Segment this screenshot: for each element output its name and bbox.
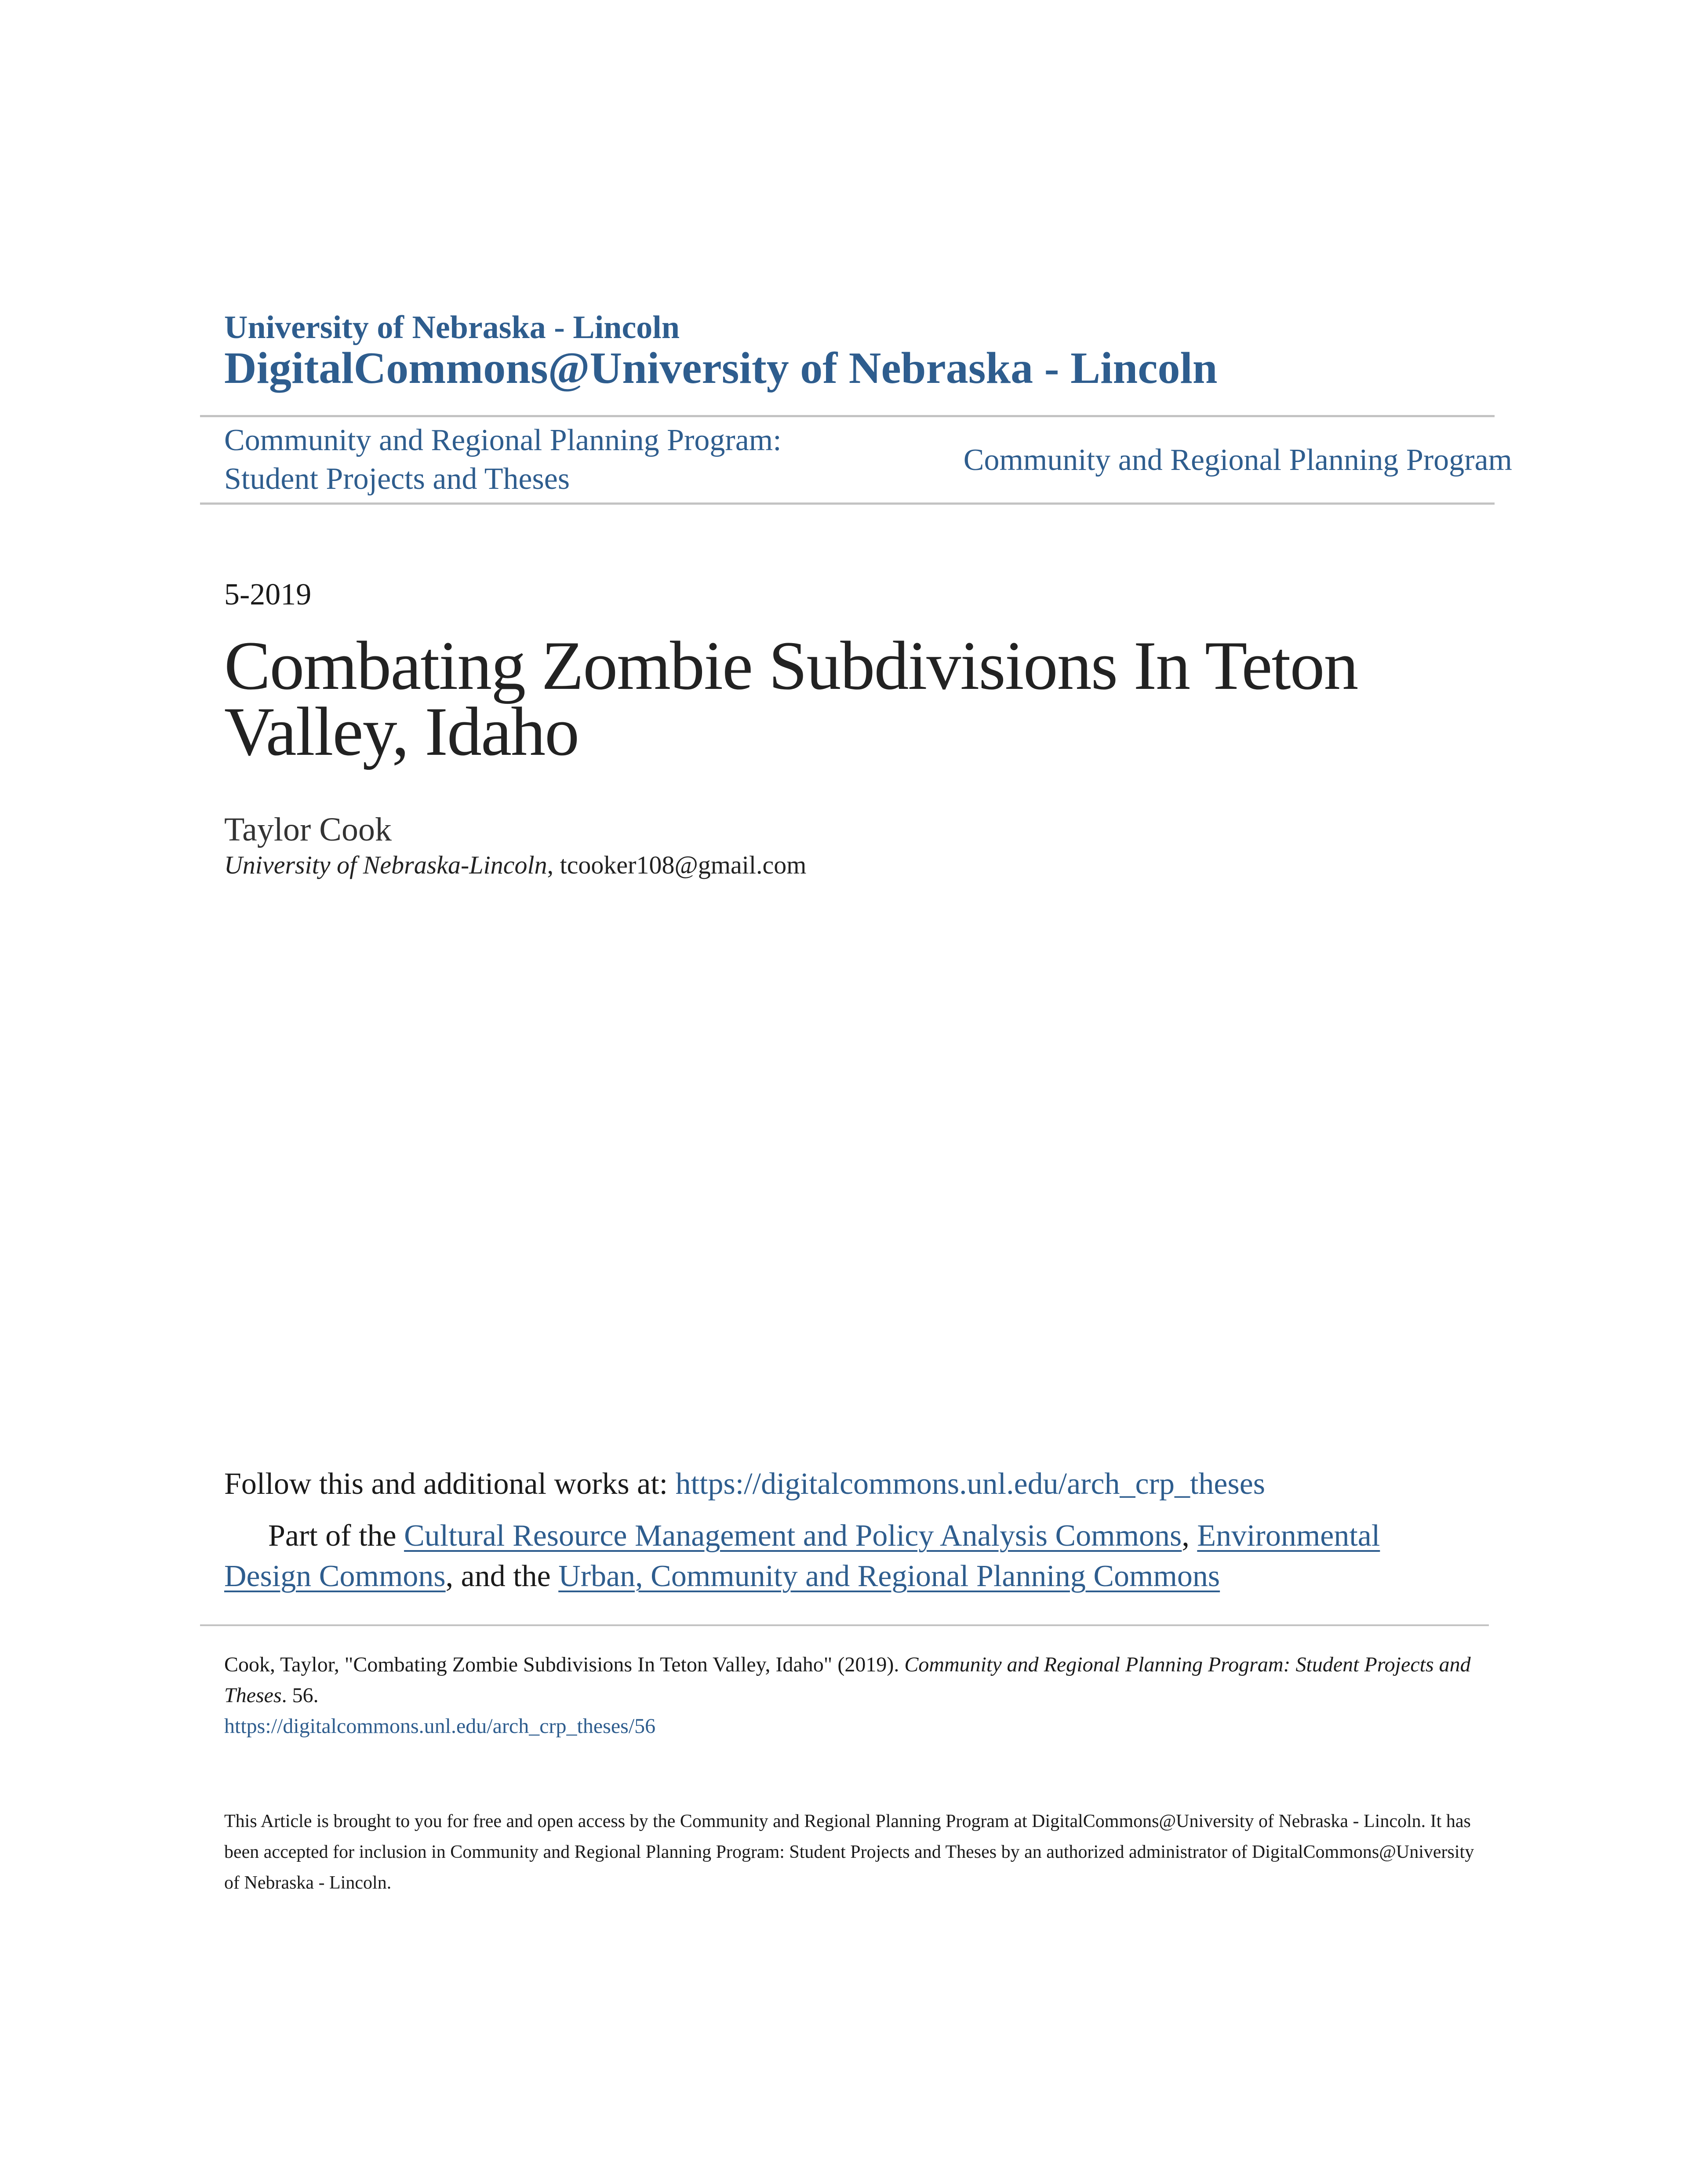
- series-collection-link[interactable]: [224, 421, 884, 499]
- follow-label: Follow this and additional works at:: [224, 1467, 676, 1501]
- series-collection-line1: Community and Regional Planning Program:: [224, 423, 782, 457]
- publication-date: 5-2019: [224, 578, 312, 612]
- series-collection-line2: Student Projects and Theses: [224, 462, 570, 496]
- access-notice: This Article is brought to you for free and open access by the Community and Regional Planning Program at DigitalCommons@University of Nebraska - Lincoln. It has been accepted for inclusion in Community and Regional Planning Program: Student Projects and Theses by an authorized administrator of DigitalCommons@University of Nebraska - Lincoln.: [224, 1811, 1474, 1893]
- author-affiliation: [224, 848, 806, 882]
- program-link[interactable]: Community and Regional Planning Program: [963, 443, 1512, 477]
- part-of-prefix: Part of the: [268, 1519, 404, 1553]
- citation-url-line: [224, 1711, 655, 1742]
- part-of-disciplines: [224, 1516, 1437, 1597]
- affiliation-separator: ,: [547, 851, 560, 879]
- citation-divider: [200, 1624, 1489, 1626]
- author-name: Taylor Cook: [224, 811, 392, 848]
- document-title: Combating Zombie Subdivisions In Teton Valley, Idaho: [224, 627, 1358, 770]
- citation-text: Cook, Taylor, "Combating Zombie Subdivisions In Teton Valley, Idaho" (2019).: [224, 1653, 905, 1676]
- institution-name: University of Nebraska - Lincoln: [224, 309, 680, 346]
- author-email: tcooker108@gmail.com: [560, 851, 807, 879]
- discipline-link-environmental-design[interactable]: Environmental Design Commons: [224, 1519, 1380, 1593]
- part-of-separator-2: , and the: [445, 1559, 559, 1593]
- repository-name[interactable]: DigitalCommons@University of Nebraska - Lincoln: [224, 343, 1218, 393]
- follow-line: [224, 1464, 1265, 1504]
- part-of-separator-1: ,: [1182, 1519, 1197, 1553]
- citation-number: . 56.: [281, 1684, 319, 1707]
- discipline-link-cultural-resource[interactable]: Cultural Resource Management and Policy Analysis Commons: [404, 1519, 1182, 1553]
- affiliation-name: University of Nebraska-Lincoln: [224, 851, 547, 879]
- discipline-link-urban-planning[interactable]: Urban, Community and Regional Planning Commons: [558, 1559, 1220, 1593]
- header-divider-bottom: [200, 502, 1495, 505]
- header-divider-top: [200, 415, 1495, 417]
- citation-series: Community and Regional Planning Program: Student Projects and Theses: [224, 1653, 1471, 1707]
- follow-url-link[interactable]: https://digitalcommons.unl.edu/arch_crp_theses: [675, 1467, 1266, 1501]
- recommended-citation: [224, 1649, 1481, 1711]
- citation-url-link[interactable]: https://digitalcommons.unl.edu/arch_crp_theses/56: [224, 1714, 656, 1738]
